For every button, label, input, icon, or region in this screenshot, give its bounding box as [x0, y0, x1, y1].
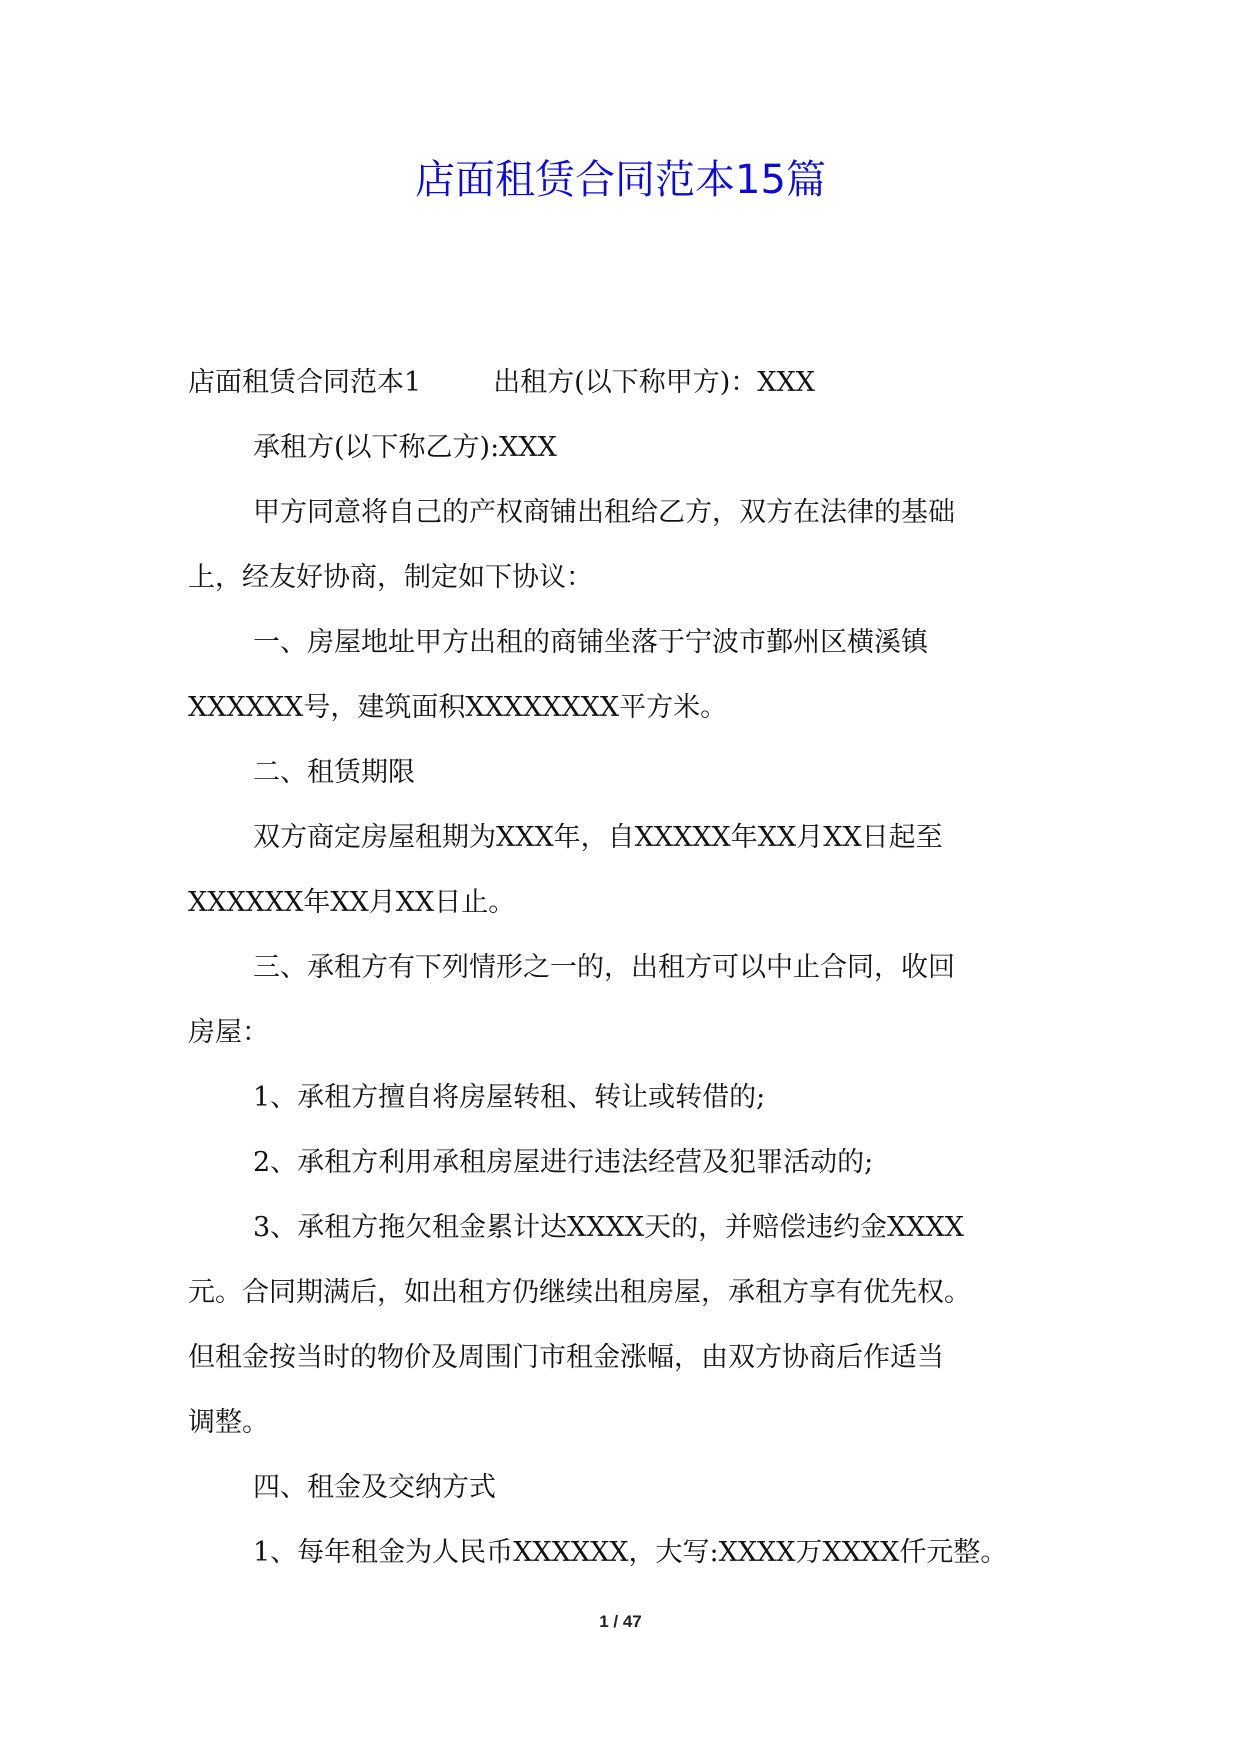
paragraph-line: 二、租赁期限: [253, 757, 415, 788]
paragraph-line: XXXXXX年XX月XX日止。: [188, 887, 516, 918]
paragraph-line: XXXXXX号，建筑面积XXXXXXXX平方米。: [188, 692, 728, 723]
paragraph-line: 1、每年租金为人民币XXXXXX，大写:XXXX万XXXX仟元整。: [253, 1537, 1008, 1568]
paragraph-line: 承租方(以下称乙方):XXX: [253, 432, 557, 463]
paragraph-line: 3、承租方拖欠租金累计达XXXX天的，并赔偿违约金XXXX: [253, 1212, 964, 1243]
paragraph-list: [188, 415, 1066, 1585]
first-line: [188, 350, 1066, 415]
contract-heading: 店面租赁合同范本1: [188, 367, 422, 398]
paragraph-line: 元。合同期满后，如出租方仍继续出租房屋，承租方享有优先权。: [188, 1277, 971, 1308]
page-number: 1 / 47: [599, 1612, 642, 1631]
document-title: 店面租赁合同范本15篇: [415, 157, 826, 203]
paragraph-line: 一、房屋地址甲方出租的商铺坐落于宁波市鄞州区横溪镇: [253, 627, 928, 658]
party-a-line: 出租方(以下称甲方)：XXX: [493, 367, 815, 398]
paragraph-line: 甲方同意将自己的产权商铺出租给乙方，双方在法律的基础: [253, 497, 955, 528]
paragraph-line: 但租金按当时的物价及周围门市租金涨幅，由双方协商后作适当: [188, 1342, 944, 1373]
paragraph-line: 房屋：: [188, 1017, 269, 1048]
paragraph-line: 调整。: [188, 1407, 269, 1438]
paragraph-line: 三、承租方有下列情形之一的，出租方可以中止合同，收回: [253, 952, 955, 983]
paragraph-line: 1、承租方擅自将房屋转租、转让或转借的;: [253, 1082, 766, 1113]
document-body: [188, 350, 1066, 1585]
paragraph-line: 四、租金及交纳方式: [253, 1472, 496, 1503]
paragraph-line: 双方商定房屋租期为XXX年，自XXXXX年XX月XX日起至: [253, 822, 943, 853]
paragraph-line: 上，经友好协商，制定如下协议：: [188, 562, 593, 593]
paragraph-line: 2、承租方利用承租房屋进行违法经营及犯罪活动的;: [253, 1147, 874, 1178]
